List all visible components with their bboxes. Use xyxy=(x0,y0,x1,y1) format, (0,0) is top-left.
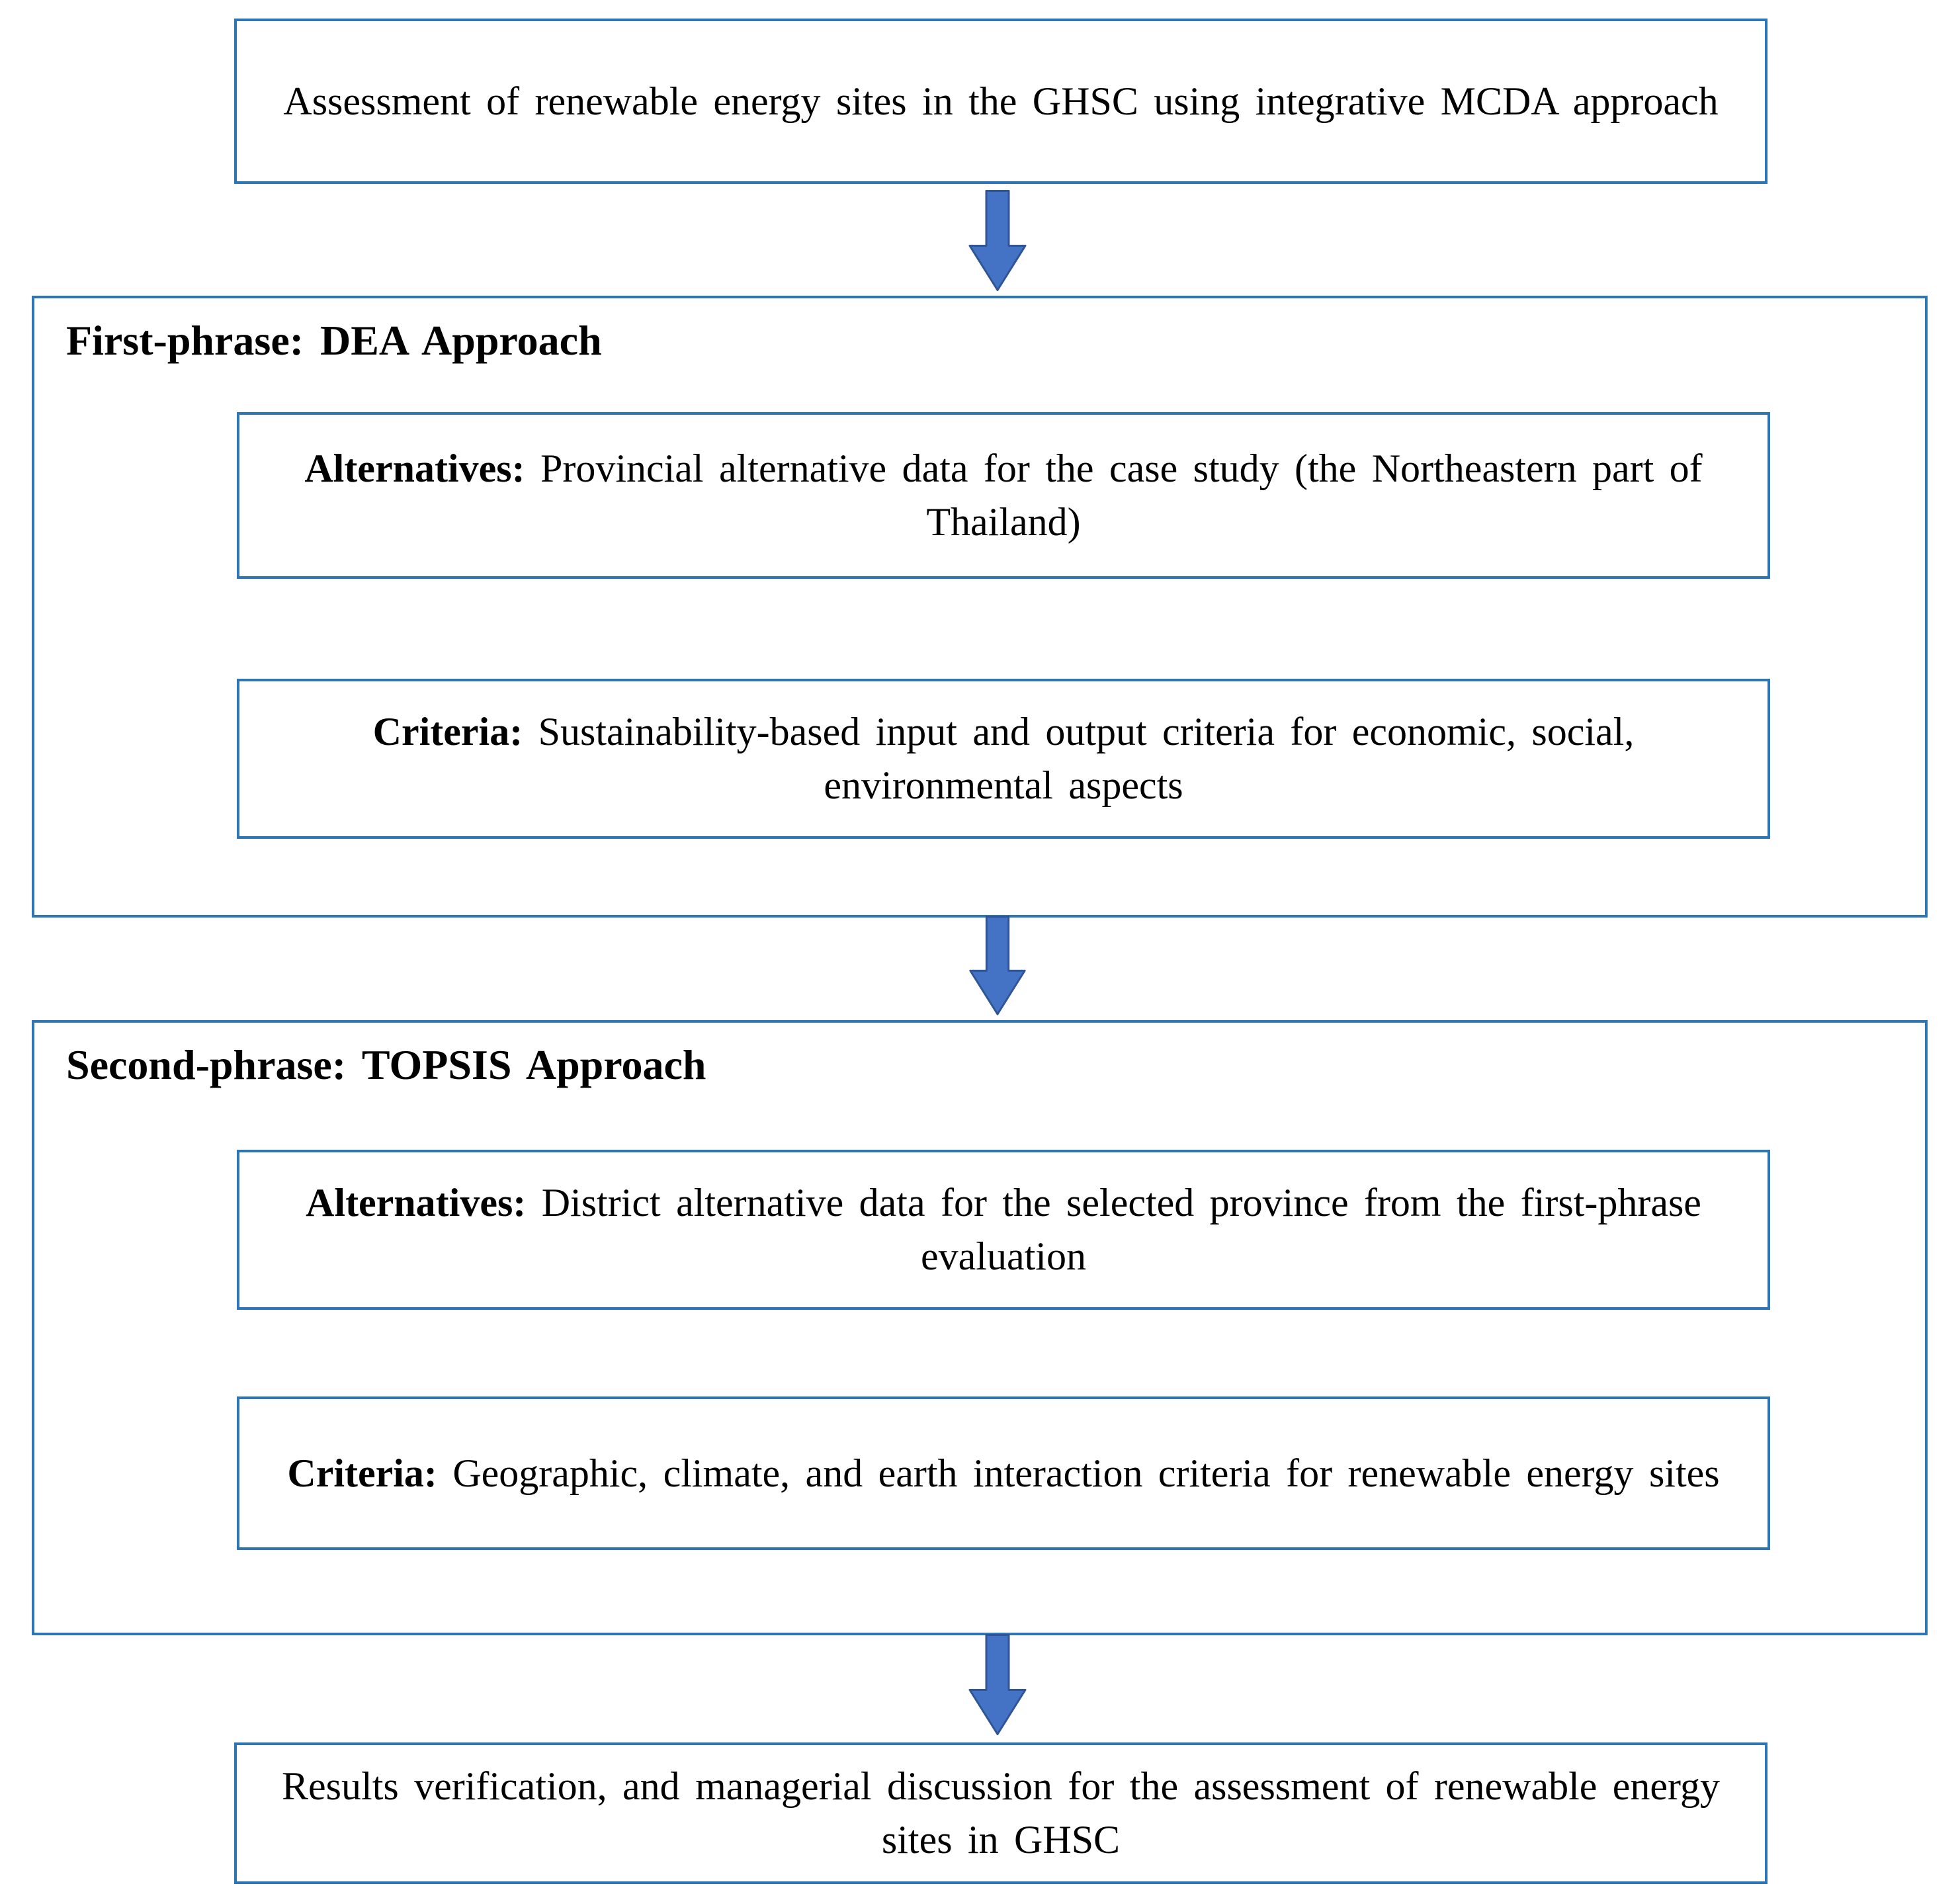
phase1-title: First-phrase: DEA Approach xyxy=(66,317,602,364)
down-arrow-icon xyxy=(964,916,1031,1016)
phase2-criteria-box xyxy=(237,1396,1770,1550)
phase1-box xyxy=(32,296,1928,918)
phase1-alternatives-body: Provincial alternative data for the case study (the Northeastern part of Thailand) xyxy=(540,447,1703,544)
results-box xyxy=(234,1742,1768,1884)
phase1-criteria-text xyxy=(279,705,1728,812)
down-arrow-icon xyxy=(964,1633,1031,1737)
phase1-alternatives-label: Alternatives: xyxy=(304,447,525,490)
results-box-text: Results verification, and managerial discussion for the assessment of renewable energy sites in GHSC xyxy=(282,1764,1720,1862)
phase2-alternatives-label: Alternatives: xyxy=(306,1181,527,1224)
phase2-criteria-body: Geographic, climate, and earth interaction criteria for renewable energy sites xyxy=(452,1451,1720,1495)
phase1-criteria-body: Sustainability-based input and output criteria for economic, social, environmental aspects xyxy=(538,710,1635,807)
phase2-alternatives-box xyxy=(237,1150,1770,1310)
phase2-alternatives-body: District alternative data for the selected province from the first-phrase evaluation xyxy=(541,1181,1701,1278)
phase1-criteria-box xyxy=(237,679,1770,839)
down-arrow-icon xyxy=(964,189,1031,292)
phase2-criteria-label: Criteria: xyxy=(287,1451,437,1495)
phase2-box xyxy=(32,1020,1928,1635)
top-box-text: Assessment of renewable energy sites in the GHSC using integrative MCDA approach xyxy=(283,79,1719,123)
top-box xyxy=(234,19,1768,184)
phase1-alternatives-box xyxy=(237,412,1770,579)
phase2-alternatives-text xyxy=(279,1176,1728,1283)
phase1-alternatives-text xyxy=(279,442,1728,549)
phase2-title: Second-phrase: TOPSIS Approach xyxy=(66,1041,706,1088)
phase2-criteria-text xyxy=(287,1447,1719,1500)
phase1-criteria-label: Criteria: xyxy=(372,710,523,753)
